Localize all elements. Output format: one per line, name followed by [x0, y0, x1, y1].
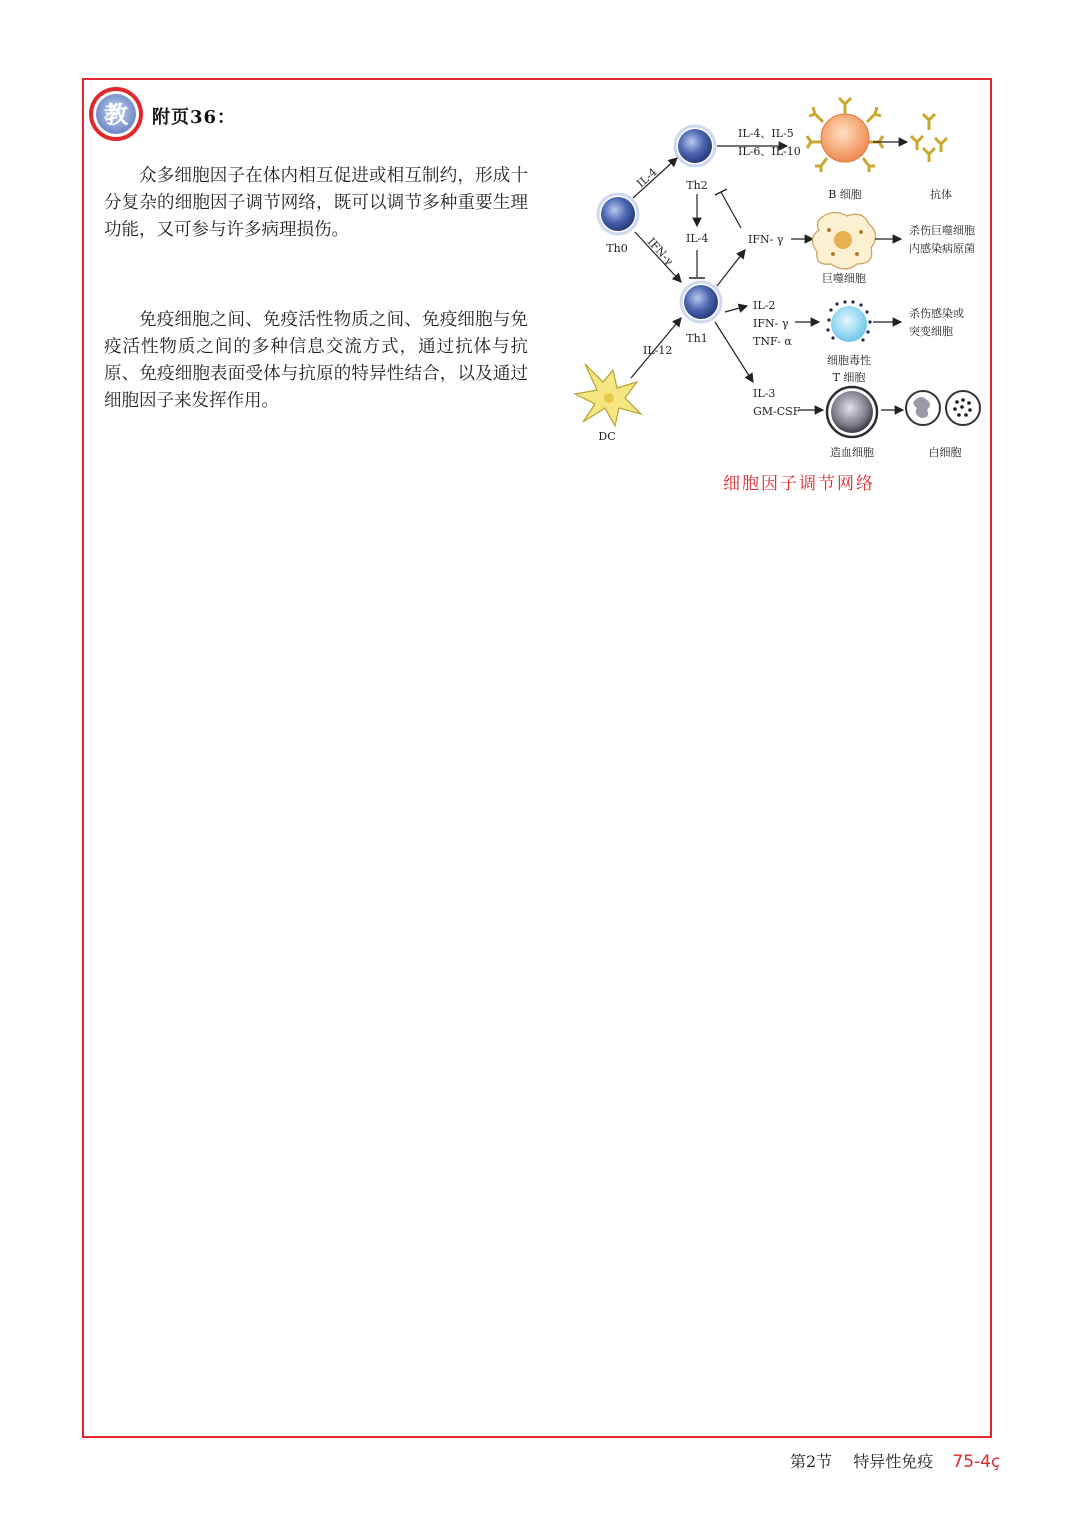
page-footer	[790, 1449, 1000, 1472]
ctl-effect-2: 突变细胞	[909, 325, 953, 338]
ctl-cytokines-3: TNF- α	[753, 335, 792, 348]
antibody-icon	[911, 114, 947, 162]
antibody-label: 抗体	[930, 188, 952, 201]
macrophage-icon	[812, 212, 875, 269]
hema-cytokines-1: IL-3	[753, 387, 776, 400]
b-cell-label: B 细胞	[828, 188, 862, 201]
ctl-label-2: T 细胞	[832, 371, 866, 384]
page-number: 75-4ç	[952, 1452, 1001, 1472]
paragraph-2: 免疫细胞之间、免疫活性物质之间、免疫细胞与免疫活性物质之间的多种信息交流方式，通过抗体与抗原、免疫细胞表面受体与抗原的特异性结合，以及通过细胞因子来发挥作用。	[104, 310, 528, 411]
teacher-badge-icon	[88, 86, 144, 142]
th0-label: Th0	[606, 242, 628, 255]
leukocyte-icon	[906, 391, 980, 425]
footer-section: 第2节	[790, 1452, 833, 1471]
il4-up-label: IL-4	[634, 165, 660, 191]
il12-label: IL-12	[643, 344, 673, 357]
th1-label: Th1	[686, 332, 708, 345]
footer-title: 特异性免疫	[853, 1452, 934, 1471]
ctl-cytokines-1: IL-2	[753, 299, 776, 312]
b-cell-icon	[807, 98, 883, 172]
hematopoietic-label: 造血细胞	[830, 446, 874, 459]
ifn-down-label: IFN-γ	[644, 235, 676, 268]
leukocyte-label: 白细胞	[928, 446, 962, 459]
hema-cytokines-2: GM-CSF	[753, 405, 801, 418]
th0-cell	[598, 194, 638, 234]
cytokine-network-diagram	[565, 92, 985, 464]
ctl-label-1: 细胞毒性	[827, 354, 871, 367]
ctl-effect-1: 杀伤感染或	[909, 307, 964, 320]
th1-cell	[681, 282, 721, 322]
th2-cell	[675, 126, 715, 166]
th2-cytokines-2: IL-6、IL-10	[738, 145, 801, 158]
th2-cytokines-1: IL-4、IL-5	[738, 127, 794, 140]
macrophage-label: 巨噬细胞	[822, 272, 866, 285]
macro-effect-1: 杀伤巨噬细胞	[909, 224, 975, 237]
th2-label: Th2	[686, 179, 708, 192]
page-heading: 附页36：	[152, 107, 237, 128]
paragraph-1: 众多细胞因子在体内相互促进或相互制约，形成十分复杂的细胞因子调节网络，既可以调节多种重要生理功能，又可参与许多病理损伤。	[104, 166, 528, 240]
macro-effect-2: 内感染病原菌	[909, 242, 975, 255]
il4-mid-label: IL-4	[686, 232, 709, 245]
hematopoietic-cell-icon	[827, 387, 877, 437]
badge-char: 教	[104, 101, 128, 129]
ifn-macro-label: IFN- γ	[748, 233, 784, 246]
ctl-cell-icon	[826, 300, 871, 342]
dc-cell-icon	[575, 364, 641, 426]
ctl-cytokines-2: IFN- γ	[753, 317, 789, 330]
dc-label: DC	[598, 430, 616, 443]
diagram-caption: 细胞因子调节网络	[723, 474, 875, 494]
